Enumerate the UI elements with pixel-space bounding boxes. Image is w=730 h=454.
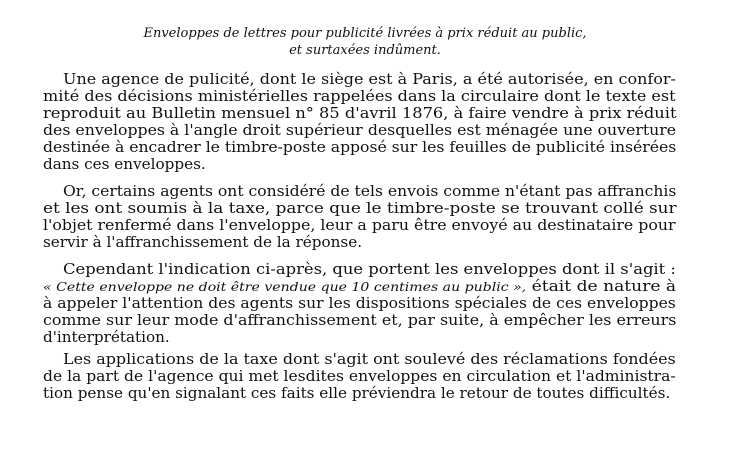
quoted-inscription: « Cette enveloppe ne doit être vendue que 10 centimes au public », — [43, 279, 527, 294]
text-line: reproduit au Bulletin mensuel n° 85 d'avril 1876, à faire vendre à prix réduit — [43, 104, 677, 122]
text-line: Une agence de pulicité, dont le siège est à Paris, a été autorisée, en confor- — [63, 70, 676, 88]
text-line-quote — [43, 278, 676, 295]
text-line: de la part de l'agence qui met lesdites enveloppes en circulation et l'administra- — [43, 367, 676, 385]
quote-tail: était de nature à — [526, 277, 677, 295]
text-line: mité des décisions ministérielles rappelées dans la circulaire dont le texte est — [43, 87, 676, 105]
text-line: des enveloppes à l'angle droit supérieur desquelles est ménagée une ouverture — [43, 121, 677, 139]
text-line: d'interprétation. — [43, 328, 170, 346]
text-line: servir à l'affranchissement de la réponse. — [43, 233, 363, 251]
heading-line-1: Enveloppes de lettres pour publicité livrées à prix réduit au public, — [143, 26, 587, 41]
text-line: l'objet renfermé dans l'enveloppe, leur a paru être envoyé au destinataire pour — [43, 216, 676, 234]
text-line: Les applications de la taxe dont s'agit ont soulevé des réclamations fondées — [63, 350, 676, 368]
text-line: Or, certains agents ont considéré de tels envois comme n'étant pas affranchis — [63, 182, 677, 200]
text-line: Cependant l'indication ci-après, que portent les enveloppes dont il s'agit : — [63, 260, 676, 278]
heading-line-2: et surtaxées indûment. — [289, 43, 441, 58]
text-line: dans ces enveloppes. — [43, 155, 206, 173]
text-line: à appeler l'attention des agents sur les dispositions spéciales de ces enveloppes — [43, 294, 676, 312]
text-line: comme sur leur mode d'affranchissement et, par suite, à empêcher les erreurs — [43, 311, 677, 329]
text-line: destinée à encadrer le timbre-poste apposé sur les feuilles de publicité insérées — [43, 138, 677, 156]
text-line: tion pense qu'en signalant ces faits elle préviendra le retour de toutes difficultés. — [43, 384, 671, 402]
text-line: et les ont soumis à la taxe, parce que le timbre-poste se trouvant collé sur — [43, 199, 677, 217]
